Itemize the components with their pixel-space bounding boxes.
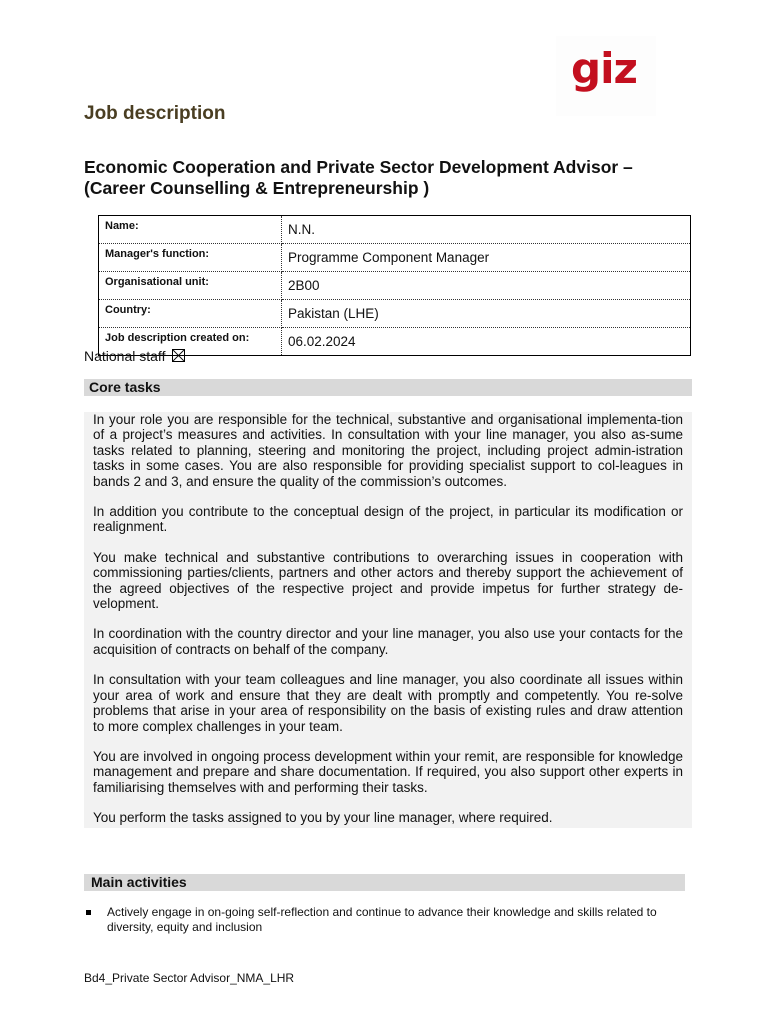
job-title-line-2: (Career Counselling & Entrepreneurship )	[84, 178, 430, 198]
core-tasks-paragraph: You are involved in ongoing process development within your remit, are responsible for knowledge management and prepare and share documentation. If required, you also support other experts in familiarising themselves with and performing their tasks.	[93, 748, 683, 795]
field-value-organisational-unit: 2B00	[282, 272, 691, 300]
core-tasks-paragraph: In your role you are responsible for the technical, substantive and organisational implementa-tion of a project’s measures and activities. In consultation with your line manager, you also as-sume tasks related to planning, steering and monitoring the project, including project admin-istration tasks in some cases. You are also responsible for providing specialist support to col-leagues in bands 2 and 3, and ensure the quality of the commission’s outcomes.	[93, 412, 683, 489]
core-tasks-paragraph: In addition you contribute to the conceptual design of the project, in particular its modification or realignment.	[93, 504, 683, 535]
table-row	[99, 300, 691, 328]
job-info-table	[98, 215, 691, 356]
table-row	[99, 216, 691, 244]
page-footer: Bd4_Private Sector Advisor_NMA_LHR	[84, 971, 295, 985]
list-item-text: Actively engage in on-going self-reflection and continue to advance their knowledge and skills related to diversity, equity and inclusion	[107, 905, 657, 934]
field-label-manager-function: Manager's function:	[99, 244, 282, 272]
job-title-line-1: Economic Cooperation and Private Sector Development Advisor –	[84, 157, 633, 177]
core-tasks-heading: Core tasks	[84, 379, 692, 396]
field-value-created-on: 06.02.2024	[288, 334, 356, 349]
staff-type-label: National staff	[84, 348, 166, 364]
core-tasks-paragraph: In consultation with your team colleagues and line manager, you also coordinate all issues within your area of work and ensure that they are dealt with promptly and competently. You re-solve problems that arise in your area of responsibility on the basis of existing rules and draw attention to more complex challenges in your team.	[93, 672, 683, 734]
list-item	[86, 905, 696, 935]
core-tasks-body	[84, 412, 692, 828]
core-tasks-paragraph: You make technical and substantive contributions to overarching issues in cooperation with commissioning parties/clients, partners and other actors and thereby support the achievement of the agreed objectives of the respective project and provide impetus for further strategy de-velopment.	[93, 549, 683, 612]
field-value-manager-function: Programme Component Manager	[282, 244, 691, 272]
main-activities-list	[86, 905, 696, 935]
field-label-organisational-unit: Organisational unit:	[99, 272, 282, 300]
document-type-heading: Job description	[84, 103, 226, 124]
checked-checkbox-icon[interactable]	[172, 349, 185, 362]
field-label-name: Name:	[99, 216, 282, 244]
bullet-icon	[86, 910, 91, 915]
field-label-country: Country:	[99, 300, 282, 328]
field-label-created-on: Job description created on:	[99, 328, 282, 356]
core-tasks-paragraph: In coordination with the country director and your line manager, you also use your contacts for the acquisition of contracts on behalf of the company.	[93, 626, 683, 657]
table-row	[99, 244, 691, 272]
table-row	[99, 328, 691, 356]
core-tasks-paragraph: You perform the tasks assigned to you by your line manager, where required.	[93, 810, 553, 826]
field-value-name: N.N.	[282, 216, 691, 244]
field-value-country: Pakistan (LHE)	[282, 300, 691, 328]
main-activities-heading: Main activities	[84, 874, 685, 891]
table-row	[99, 272, 691, 300]
job-title	[84, 157, 724, 199]
giz-logo-text: giz	[571, 44, 637, 93]
staff-type	[84, 348, 185, 364]
